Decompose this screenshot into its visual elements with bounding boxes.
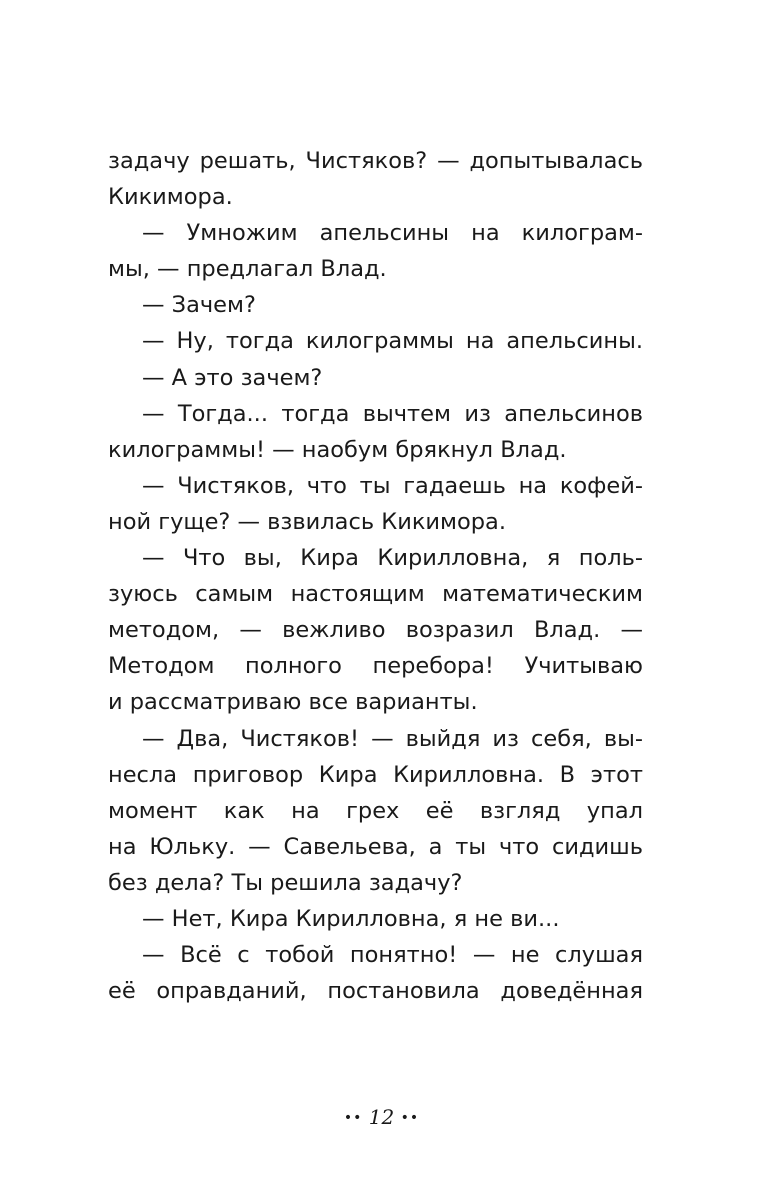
text-line: несла приговор Кира Кирилловна. В этот xyxy=(108,761,643,788)
text-line: — Нет, Кира Кирилловна, я не ви... xyxy=(142,905,560,932)
text-line: момент как на грех её взгляд упал xyxy=(108,797,643,824)
text-line: — Тогда... тогда вычтем из апельсинов xyxy=(142,400,643,427)
text-line: — А это зачем? xyxy=(142,364,323,391)
folio-ornament-left: •• xyxy=(343,1110,363,1126)
text-line: — Зачем? xyxy=(142,292,256,319)
text-line: задачу решать, Чистяков? — допытывалась xyxy=(108,148,643,174)
text-line: и рассматриваю все варианты. xyxy=(108,689,478,716)
text-line: зуюсь самым настоящим математическим xyxy=(108,581,643,608)
text-line: — Чистяков, что ты гадаешь на кофей- xyxy=(142,472,643,499)
text-line: килограммы! — наобум брякнул Влад. xyxy=(108,436,567,463)
text-line: мы, — предлагал Влад. xyxy=(108,256,387,283)
body-text xyxy=(108,143,643,1009)
text-line: Методом полного перебора! Учитываю xyxy=(108,653,643,680)
text-line: — Ну, тогда килограммы на апельсины. xyxy=(142,328,643,355)
page-number xyxy=(0,1100,763,1134)
text-line: — Всё с тобой понятно! — не слушая xyxy=(142,942,643,969)
text-line: Кикимора. xyxy=(108,184,233,211)
folio-ornament-right: •• xyxy=(400,1110,420,1126)
text-line: — Умножим апельсины на килограм- xyxy=(142,220,643,247)
text-line: без дела? Ты решила задачу? xyxy=(108,869,463,896)
text-line: методом, — вежливо возразил Влад. — xyxy=(108,617,643,644)
text-line: — Два, Чистяков! — выйдя из себя, вы- xyxy=(142,725,643,752)
text-line: ной гуще? — взвилась Кикимора. xyxy=(108,508,507,535)
page-number-value: 12 xyxy=(368,1105,395,1129)
text-line: её оправданий, постановила доведённая xyxy=(108,978,643,1005)
text-line: на Юльку. — Савельева, а ты что сидишь xyxy=(108,833,643,860)
text-line: — Что вы, Кира Кирилловна, я поль- xyxy=(142,545,643,572)
